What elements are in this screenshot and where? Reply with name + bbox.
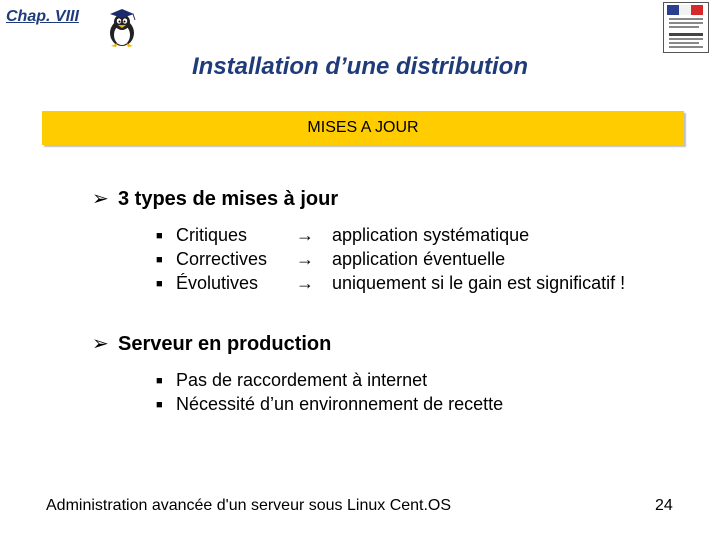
- section-heading-text: 3 types de mises à jour: [118, 188, 339, 210]
- update-type-name: Correctives: [176, 249, 268, 269]
- section-heading-update-types: [92, 186, 338, 211]
- chapter-label: Chap. VIII: [6, 8, 79, 25]
- list-item-text: Nécessité d’un environnement de recette: [176, 394, 504, 414]
- section-heading-text: Serveur en production: [118, 333, 332, 355]
- production-server-list: [156, 369, 503, 417]
- update-types-list: [156, 224, 625, 296]
- section-heading-production-server: [92, 331, 331, 356]
- page-number: 24: [655, 497, 673, 514]
- slide-title: Installation d’une distribution: [192, 53, 528, 80]
- update-type-desc: application éventuelle: [332, 249, 506, 269]
- section-banner: [42, 111, 684, 145]
- square-bullet-icon: ■: [156, 375, 163, 387]
- update-type-name: Critiques: [176, 225, 248, 245]
- footer-text: Administration avancée d'un serveur sous Linux Cent.OS: [46, 497, 452, 514]
- right-arrow-icon: →: [296, 273, 314, 293]
- arrow-bullet-icon: ➢: [92, 333, 109, 355]
- square-bullet-icon: ■: [156, 254, 163, 266]
- update-type-desc: application systématique: [332, 225, 530, 245]
- list-item: [156, 272, 625, 296]
- square-bullet-icon: ■: [156, 230, 163, 242]
- right-arrow-icon: →: [296, 225, 314, 245]
- list-item: [156, 224, 625, 248]
- square-bullet-icon: ■: [156, 399, 163, 411]
- list-item-text: Pas de raccordement à internet: [176, 370, 428, 390]
- update-type-name: Évolutives: [176, 273, 259, 293]
- list-item: [156, 248, 625, 272]
- banner-label: MISES A JOUR: [307, 119, 419, 136]
- arrow-bullet-icon: ➢: [92, 188, 109, 210]
- list-item: [156, 393, 503, 417]
- republique-francaise-logo: [663, 2, 709, 53]
- square-bullet-icon: ■: [156, 278, 163, 290]
- tux-penguin-icon: [104, 8, 140, 48]
- right-arrow-icon: →: [296, 249, 314, 269]
- list-item: [156, 369, 503, 393]
- update-type-desc: uniquement si le gain est significatif !: [332, 273, 626, 293]
